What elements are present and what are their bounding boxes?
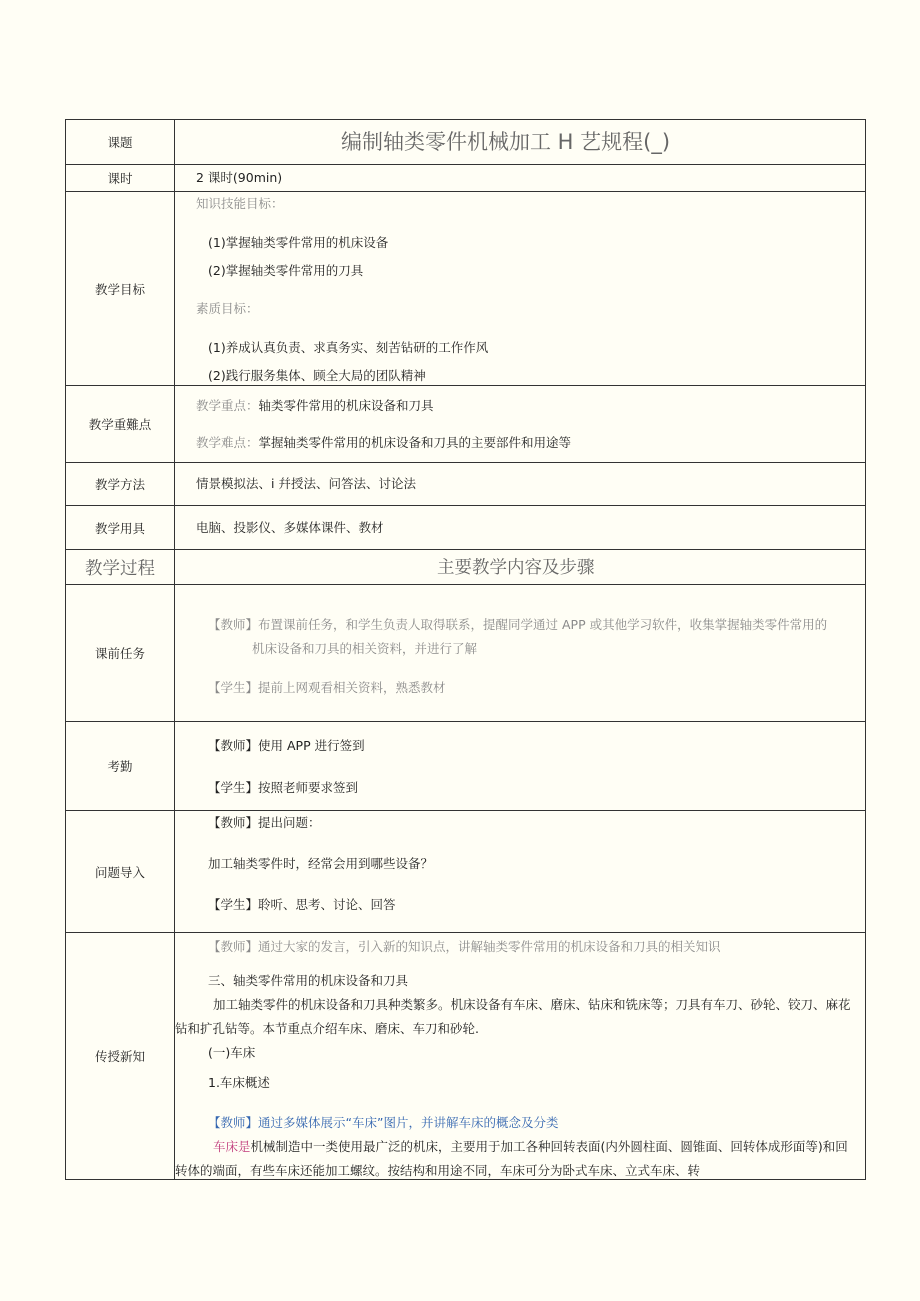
objectives-cell [175,192,865,385]
lathe-paragraph [175,1135,857,1183]
process-header-row [66,550,865,585]
process-header-right: 主要教学内容及步骤 [437,558,595,578]
pre-class-row [66,585,865,722]
key-points-label: 教学重難点 [66,386,175,462]
new-knowledge-row [66,933,865,1179]
knowledge-title: 知识技能目标： [196,196,284,211]
attendance-teacher: 【教师】使用 APP 进行签到 [208,738,365,753]
equipment-paragraph-text: 加工轴类零件的机床设备和刀具种类繁多。机床设备有车床、磨床、钻床和铣床等；刀具有车刀、砂轮、铰刀、麻花钻和扩孔钻等。本节重点介绍车床、磨床、车刀和砂轮. [175,997,851,1036]
intro-student: 【学生】聆听、思考、讨论、回答 [208,897,396,912]
subsection-lathe: (一)车床 [208,1045,256,1060]
new-knowledge-teacher2: 【教师】通过多媒体展示“车床”图片，并讲解车床的概念及分类 [208,1115,559,1130]
hours-cell [175,165,865,191]
method-row [66,463,865,506]
quality-item-2: (2)践行服务集体、顾全大局的团队精神 [208,368,426,383]
tools-label: 教学用具 [66,506,175,549]
attendance-row [66,722,865,811]
lathe-term: 车床是 [213,1139,251,1154]
intro-cell [175,811,865,932]
quality-item-1: (1)养成认真负责、求真务实、刻苦钻研的工作作风 [208,340,489,355]
intro-teacher: 【教师】提出问题： [208,815,321,830]
equipment-paragraph [175,993,857,1041]
new-knowledge-label: 传授新知 [66,933,175,1179]
method-cell [175,463,865,505]
subsection-lathe-overview: 1.车床概述 [208,1075,270,1090]
pre-class-cell [175,585,865,721]
lesson-plan-table [65,119,866,1180]
key-points-row [66,386,865,463]
objectives-label: 教学目标 [66,192,175,385]
difficult-point-line [196,435,571,451]
key-point-line [196,398,434,414]
lathe-paragraph-text: 机械制造中一类使用最广泛的机床，主要用于加工各种回转表面(内外圆柱面、圆锥面、回转体成形面等)和回转体的端面，有些车床还能加工螺纹。按结构和用途不同，车床可分为卧式车床、立式车床、转 [175,1139,848,1178]
topic-title: 编制轴类零件机械加工 H 艺规程(_) [341,130,671,154]
topic-row [66,120,865,165]
knowledge-item-1: (1)掌握轴类零件常用的机床设备 [208,235,389,250]
topic-cell [175,120,865,164]
section-heading: 三、轴类零件常用的机床设备和刀具 [208,973,409,988]
intro-label: 问题导入 [66,811,175,932]
pre-class-student: 【学生】提前上网观看相关资料，熟悉教材 [208,680,446,695]
pre-class-teacher-line1: 【教师】布置课前任务，和学生负责人取得联系，提醒同学通过 APP 或其他学习软件，收集掌握轴类零件常用的 [208,617,828,632]
knowledge-item-2: (2)掌握轴类零件常用的刀具 [208,263,364,278]
tools-cell [175,506,865,549]
attendance-cell [175,722,865,810]
pre-class-teacher-line2: 机床设备和刀具的相关资料，并进行了解 [252,641,478,656]
difficult-point-tag: 教学难点： [196,435,259,450]
hours-row [66,165,865,192]
method-value: 情景模拟法、i 幷授法、问答法、讨论法 [196,476,416,491]
intro-row [66,811,865,933]
method-label: 教学方法 [66,463,175,505]
new-knowledge-teacher1: 【教师】通过大家的发言，引入新的知识点，讲解轴类零件常用的机床设备和刀具的相关知识 [208,939,721,954]
pre-class-label: 课前任务 [66,585,175,721]
new-knowledge-cell [175,933,865,1179]
key-point-tag: 教学重点： [196,398,259,413]
attendance-label: 考勤 [66,722,175,810]
key-point-text: 轴类零件常用的机床设备和刀具 [258,398,434,413]
objectives-row [66,192,865,386]
intro-question: 加工轴类零件时，经常会用到哪些设备？ [208,856,434,871]
tools-value: 电脑、投影仪、多媒体课件、教材 [196,520,384,535]
topic-label: 课题 [66,120,175,164]
difficult-point-text: 掌握轴类零件常用的机床设备和刀具的主要部件和用途等 [258,435,572,450]
quality-title: 素质目标： [196,301,259,316]
tools-row [66,506,865,550]
key-points-cell [175,386,865,462]
process-header-left: 教学过程 [66,550,175,584]
process-header-cell [175,550,865,584]
hours-label: 课时 [66,165,175,191]
hours-value: 2 课时(90min) [196,170,283,185]
attendance-student: 【学生】按照老师要求签到 [208,780,359,795]
